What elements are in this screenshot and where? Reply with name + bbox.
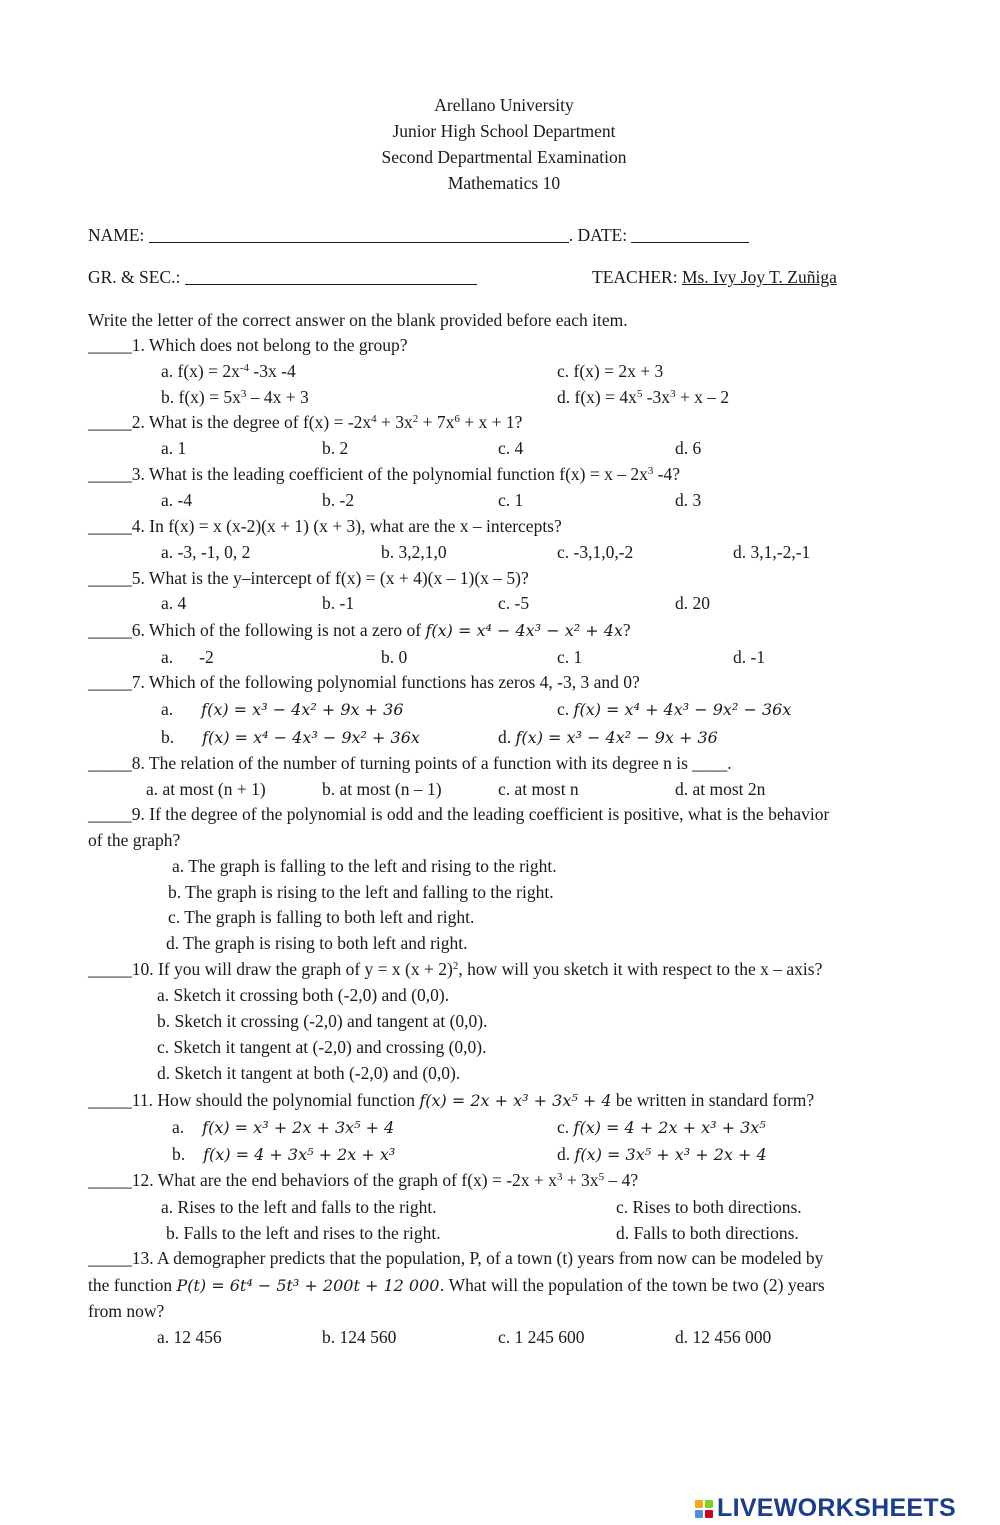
option-1d[interactable]: d. $f(x) = 4x^5$ $-3x^3 + x - 2$ bbox=[557, 387, 730, 407]
option-2c[interactable]: c. 4 bbox=[498, 438, 524, 458]
option-10d[interactable]: d. Sketch it tangent at both (-2,0) and (0,0). bbox=[157, 1063, 461, 1083]
option-4d[interactable]: d. 3,1,-2,-1 bbox=[733, 542, 811, 562]
option-3d[interactable]: d. 3 bbox=[675, 490, 702, 510]
question-10: _____10. If you will draw the graph of y = x $(x + 2)^2$, how will you sketch it with respect to the x – axis? bbox=[88, 959, 823, 979]
teacher-name: Ms. Ivy Joy T. Zuñiga bbox=[681, 267, 837, 287]
option-10c[interactable]: c. Sketch it tangent at (-2,0) and crossing (0,0). bbox=[157, 1037, 487, 1057]
answer-blank[interactable]: _____ bbox=[88, 335, 132, 355]
department-name: Junior High School Department bbox=[392, 121, 616, 141]
option-12a[interactable]: a. Rises to the left and falls to the right. bbox=[161, 1197, 437, 1217]
option-11a[interactable]: a. f(x) = x³ + 2x + 3x⁵ + 4 bbox=[172, 1117, 395, 1137]
option-1c[interactable]: c. f(x) = 2x + 3 bbox=[557, 361, 664, 381]
option-8b[interactable]: b. at most (n – 1) bbox=[322, 779, 442, 799]
liveworksheets-logo-icon bbox=[695, 1500, 713, 1518]
option-9c[interactable]: c. The graph is falling to both left and right. bbox=[168, 907, 475, 927]
option-4a[interactable]: a. -3, -1, 0, 2 bbox=[161, 542, 251, 562]
option-11d[interactable]: d. f(x) = 3x⁵ + x³ + 2x + 4 bbox=[557, 1144, 767, 1164]
option-6d[interactable]: d. -1 bbox=[733, 647, 766, 667]
option-12c[interactable]: c. Rises to both directions. bbox=[616, 1197, 802, 1217]
option-2d[interactable]: d. 6 bbox=[675, 438, 702, 458]
question-13: _____13. A demographer predicts that the population, P, of a town (t) years from now can be modeled by bbox=[88, 1248, 824, 1268]
option-2a[interactable]: a. 1 bbox=[161, 438, 187, 458]
option-12b[interactable]: b. Falls to the left and rises to the right. bbox=[166, 1223, 441, 1243]
option-7d[interactable]: d. f(x) = x³ − 4x² − 9x + 36 bbox=[498, 727, 718, 747]
option-6b[interactable]: b. 0 bbox=[381, 647, 408, 667]
question-11: _____11. How should the polynomial function f(x) = 2x + x³ + 3x⁵ + 4 be written in standard form? bbox=[88, 1090, 815, 1110]
question-6: _____6. Which of the following is not a zero of f(x) = x⁴ − 4x³ − x² + 4x? bbox=[88, 620, 631, 640]
option-10b[interactable]: b. Sketch it crossing (-2,0) and tangent at (0,0). bbox=[157, 1011, 488, 1031]
answer-blank[interactable]: _____ bbox=[88, 464, 132, 484]
question-2: _____2. What is the degree of $f(x) = -2x^4 + 3x^2 + 7x^6 + x + 1$? bbox=[88, 412, 523, 432]
option-3c[interactable]: c. 1 bbox=[498, 490, 524, 510]
answer-blank[interactable]: _____ bbox=[88, 959, 132, 979]
answer-blank[interactable]: _____ bbox=[88, 412, 132, 432]
question-1: _____1. Which does not belong to the group? bbox=[88, 335, 408, 355]
question-7: _____7. Which of the following polynomial functions has zeros 4, -3, 3 and 0? bbox=[88, 672, 640, 692]
option-11c[interactable]: c. f(x) = 4 + 2x + x³ + 3x⁵ bbox=[557, 1117, 766, 1137]
answer-blank[interactable]: _____ bbox=[88, 568, 132, 588]
option-5b[interactable]: b. -1 bbox=[322, 593, 355, 613]
question-12: _____12. What are the end behaviors of the graph of $f(x) = -2x + x^3 + 3x^5 - 4$? bbox=[88, 1170, 639, 1190]
liveworksheets-logo[interactable] bbox=[695, 1494, 956, 1523]
option-1a[interactable]: a. $f(x) = 2x^{-4}$ -3x -4 bbox=[161, 361, 296, 381]
option-8d[interactable]: d. at most 2n bbox=[675, 779, 766, 799]
answer-blank[interactable]: _____ bbox=[88, 672, 132, 692]
option-8a[interactable]: a. at most (n + 1) bbox=[146, 779, 266, 799]
option-3a[interactable]: a. -4 bbox=[161, 490, 193, 510]
option-12d[interactable]: d. Falls to both directions. bbox=[616, 1223, 799, 1243]
question-4: _____4. In f(x) = x (x-2)(x + 1) (x + 3), what are the x – intercepts? bbox=[88, 516, 562, 536]
option-4c[interactable]: c. -3,1,0,-2 bbox=[557, 542, 634, 562]
date-blank[interactable] bbox=[631, 226, 749, 243]
question-13-cont: the function P(t) = 6t⁴ − 5t³ + 200t + 12 000. What will the population of the town be two (2) years bbox=[88, 1275, 825, 1295]
name-field bbox=[88, 224, 749, 246]
option-13c[interactable]: c. 1 245 600 bbox=[498, 1327, 585, 1347]
logo-text: LIVEWORKSHEETS bbox=[717, 1494, 956, 1522]
option-5d[interactable]: d. 20 bbox=[675, 593, 710, 613]
question-9: _____9. If the degree of the polynomial is odd and the leading coefficient is positive, what is the behavior bbox=[88, 804, 830, 824]
option-8c[interactable]: c. at most n bbox=[498, 779, 579, 799]
option-4b[interactable]: b. 3,2,1,0 bbox=[381, 542, 447, 562]
option-9d[interactable]: d. The graph is rising to both left and right. bbox=[166, 933, 468, 953]
option-2b[interactable]: b. 2 bbox=[322, 438, 349, 458]
answer-blank[interactable]: _____ bbox=[88, 804, 132, 824]
grsec-label: GR. & SEC.: bbox=[88, 267, 181, 287]
option-7a[interactable]: a. f(x) = x³ − 4x² + 9x + 36 bbox=[161, 699, 404, 719]
answer-blank[interactable]: _____ bbox=[88, 516, 132, 536]
teacher-label: TEACHER: bbox=[592, 267, 678, 287]
question-13-cont2: from now? bbox=[88, 1301, 165, 1321]
answer-blank[interactable]: _____ bbox=[88, 1090, 132, 1110]
question-5: _____5. What is the y–intercept of f(x) = (x + 4)(x – 1)(x – 5)? bbox=[88, 568, 529, 588]
answer-blank[interactable]: _____ bbox=[88, 620, 132, 640]
grsec-blank[interactable] bbox=[185, 268, 477, 285]
question-8: _____8. The relation of the number of turning points of a function with its degree n is ____. bbox=[88, 753, 732, 773]
option-5c[interactable]: c. -5 bbox=[498, 593, 530, 613]
teacher-field bbox=[592, 266, 837, 288]
option-6c[interactable]: c. 1 bbox=[557, 647, 583, 667]
name-label: NAME: bbox=[88, 225, 145, 245]
subject-title: Mathematics 10 bbox=[447, 173, 561, 193]
answer-blank[interactable]: _____ bbox=[88, 1248, 132, 1268]
option-9b[interactable]: b. The graph is rising to the left and falling to the right. bbox=[168, 882, 554, 902]
date-label: . DATE: bbox=[568, 225, 628, 245]
option-6a[interactable]: a. -2 bbox=[161, 647, 214, 667]
option-1b[interactable]: b. $f(x) = 5x^3 - 4x + 3$ bbox=[161, 387, 309, 407]
option-13d[interactable]: d. 12 456 000 bbox=[675, 1327, 772, 1347]
option-3b[interactable]: b. -2 bbox=[322, 490, 355, 510]
option-11b[interactable]: b. f(x) = 4 + 3x⁵ + 2x + x³ bbox=[172, 1144, 396, 1164]
option-5a[interactable]: a. 4 bbox=[161, 593, 187, 613]
name-blank[interactable] bbox=[149, 226, 569, 243]
answer-blank[interactable]: _____ bbox=[88, 753, 132, 773]
exam-title: Second Departmental Examination bbox=[381, 147, 627, 167]
option-10a[interactable]: a. Sketch it crossing both (-2,0) and (0,0). bbox=[157, 985, 450, 1005]
grsec-field bbox=[88, 266, 477, 288]
option-7b[interactable]: b. f(x) = x⁴ − 4x³ − 9x² + 36x bbox=[161, 727, 420, 747]
answer-blank[interactable]: _____ bbox=[88, 1170, 132, 1190]
option-7c[interactable]: c. f(x) = x⁴ + 4x³ − 9x² − 36x bbox=[557, 699, 792, 719]
instructions: Write the letter of the correct answer on the blank provided before each item. bbox=[88, 310, 628, 330]
option-13b[interactable]: b. 124 560 bbox=[322, 1327, 397, 1347]
school-name: Arellano University bbox=[434, 95, 574, 115]
option-13a[interactable]: a. 12 456 bbox=[157, 1327, 222, 1347]
question-9-cont: of the graph? bbox=[88, 830, 181, 850]
option-9a[interactable]: a. The graph is falling to the left and rising to the right. bbox=[172, 856, 557, 876]
question-3: _____3. What is the leading coefficient of the polynomial function $f(x) = x - 2x^3$ -4? bbox=[88, 464, 681, 484]
